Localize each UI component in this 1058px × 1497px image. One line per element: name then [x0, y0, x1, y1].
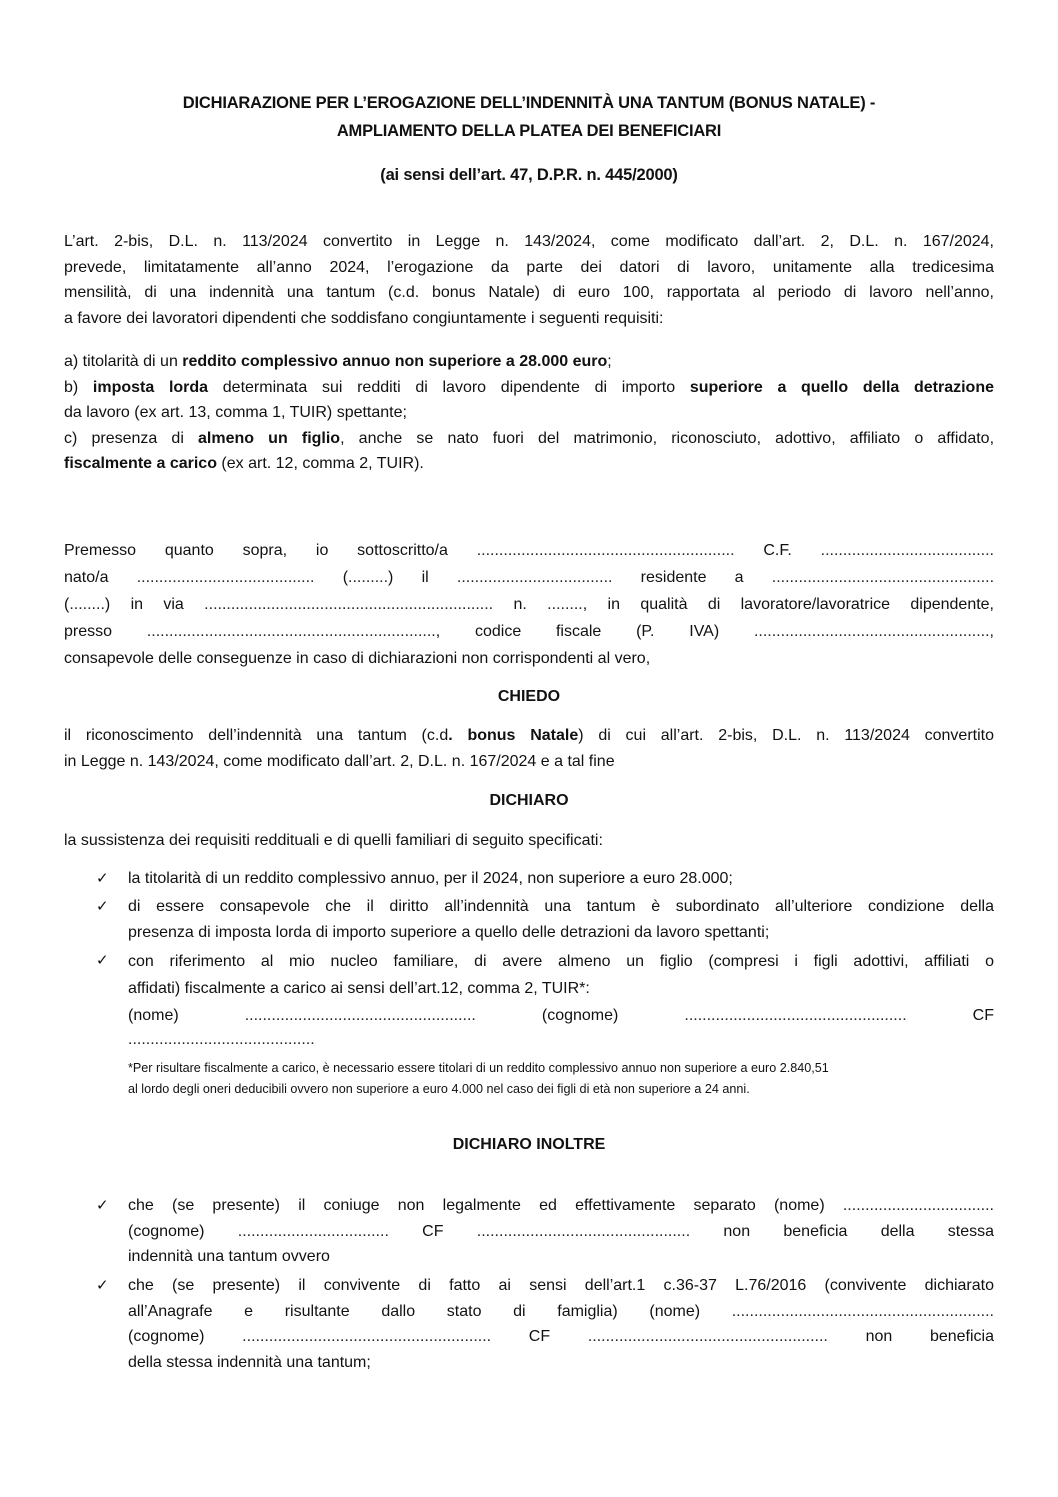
birthdate-field[interactable]: ...................................: [456, 569, 613, 586]
checkmark-icon: ✓: [96, 1277, 109, 1294]
spouse-text: che (se presente) il coniuge non legalmente ed effettivamente separato (nome): [128, 1197, 843, 1214]
cohabitant-cf-field[interactable]: ......................................................: [587, 1328, 828, 1345]
paren-open: (: [64, 596, 70, 613]
requirement-a-bold: reddito complessivo annuo non superiore a 28.000 euro: [182, 353, 608, 370]
requirement-c-bold-2: fiscalmente a carico: [64, 455, 217, 472]
paren-open: (: [314, 569, 349, 586]
request-paragraph: [64, 723, 994, 774]
declaration-item-text: [128, 894, 994, 945]
cohabitant-benefit-text: non beneficia: [827, 1328, 995, 1345]
document-title-line-2: AMPLIAMENTO DELLA PLATEA DEI BENEFICIARI: [336, 122, 722, 140]
residence-city-field[interactable]: ..................................................: [771, 569, 995, 586]
child-cf-field[interactable]: ..........................................: [128, 1031, 315, 1048]
birthplace-label: nato/a: [64, 569, 137, 586]
requirement-a-post: ;: [607, 353, 612, 370]
requirement-a: [64, 349, 994, 375]
intro-line: a favore dei lavoratori dipendenti che soddisfano congiuntamente i seguenti requisiti:: [64, 309, 664, 327]
declarant-label-cf: C.F.: [734, 542, 821, 559]
employer-tax-code-field[interactable]: .....................................................,: [753, 623, 994, 640]
requirements-list: [64, 349, 994, 477]
requirement-c-bold-1: almeno un figlio: [198, 429, 341, 447]
footnote: [128, 1058, 994, 1100]
child-name-label: (nome): [128, 1007, 179, 1024]
residence-label: residente a: [612, 569, 772, 586]
request-line-2: in Legge n. 143/2024, come modificato dall’art. 2, D.L. n. 167/2024 e a tal fine: [64, 752, 615, 770]
requirement-c-text: , anche se nato fuori del matrimonio, riconosciuto, adottivo, affiliato o affidato,: [340, 429, 995, 447]
birth-province-field[interactable]: .........: [348, 569, 389, 586]
further-declaration-item-text: [128, 1273, 994, 1375]
spouse-line-3: indennità una tantum ovvero: [128, 1248, 330, 1265]
requirement-c-line-2: [64, 451, 994, 477]
cohabitant-name-field[interactable]: ...........................................................: [731, 1302, 994, 1320]
checkmark-icon: ✓: [96, 1197, 109, 1214]
declarant-details: [64, 537, 994, 672]
requirement-b-prefix: b): [64, 378, 93, 396]
footnote-line: *Per risultare fiscalmente a carico, è necessario essere titolari di un reddito complessivo annuo non superiore a euro 2.840,51: [128, 1061, 829, 1075]
declarant-line-1: [64, 537, 994, 564]
requirement-b-bold-1: imposta lorda: [92, 378, 209, 396]
declarant-line-4: [64, 618, 994, 645]
request-bold: . bonus Natale: [448, 727, 579, 744]
requirement-b-line-2: da lavoro (ex art. 13, comma 1, TUIR) spettante;: [64, 404, 407, 421]
further-declaration-item-text: [128, 1193, 994, 1270]
intro-paragraph: [64, 229, 994, 331]
request-line-1: [64, 723, 994, 749]
declarant-label-name: Premesso quanto sopra, io sottoscritto/a: [64, 542, 477, 559]
requirement-b-text: determinata sui redditi di lavoro dipendente di importo: [208, 378, 690, 396]
spouse-surname-field[interactable]: ..................................: [237, 1222, 389, 1240]
birthplace-field[interactable]: ........................................: [136, 569, 315, 586]
employer-tax-code-label: , codice fiscale (P. IVA): [435, 623, 754, 640]
document-subtitle: (ai sensi dell’art. 47, D.P.R. n. 445/2000): [380, 166, 678, 184]
requirement-b: [64, 375, 994, 401]
request-text: il riconoscimento dell’indennità una tantum (c.d: [64, 727, 449, 744]
declarant-name-field[interactable]: ..........................................................: [476, 542, 735, 559]
residence-province-field[interactable]: ........: [69, 596, 105, 613]
child-surname-field[interactable]: ..................................................: [684, 1007, 907, 1024]
birthdate-label: ) il: [388, 569, 457, 586]
request-heading: CHIEDO: [497, 688, 561, 705]
cohabitant-line-2: [128, 1299, 994, 1325]
spouse-name-field[interactable]: ..................................: [842, 1197, 994, 1214]
intro-line: mensilità, di una indennità una tantum (c.d. bonus Natale) di euro 100, rapportata al periodo di lavoro nell’anno,: [64, 284, 994, 301]
cohabitant-surname-field[interactable]: ........................................................: [242, 1328, 492, 1345]
document-title-line-1: DICHIARAZIONE PER L’EROGAZIONE DELL’INDENNITÀ UNA TANTUM (BONUS NATALE) -: [182, 94, 876, 112]
declaration-item-line: con riferimento al mio nucleo familiare, di avere almeno un figlio (compresi i figli adottivi, affiliati o: [128, 953, 994, 970]
requirement-c-prefix: c) presenza di: [64, 429, 199, 447]
spouse-surname-label: (cognome): [128, 1222, 238, 1240]
requirement-c: [64, 426, 994, 452]
declarant-line-2: [64, 564, 994, 591]
footnote-line: al lordo degli oneri deducibili ovvero non superiore a euro 4.000 nel caso dei figli di età non superiore a 24 anni.: [128, 1082, 750, 1096]
child-surname-label: (cognome): [541, 1007, 619, 1024]
declaration-intro: [64, 828, 994, 854]
cohabitant-cf-label: CF: [491, 1328, 588, 1345]
declarant-cf-field[interactable]: .......................................: [820, 542, 994, 559]
checkmark-icon: ✓: [96, 952, 109, 969]
declaration-item-line: di essere consapevole che il diritto all’indennità una tantum è subordinato all’ulteriore condizione della: [128, 898, 994, 915]
requirement-b-bold-2: superiore a quello della detrazione: [689, 378, 995, 396]
spouse-line-1: [128, 1193, 994, 1219]
requirement-c-post: (ex art. 12, comma 2, TUIR).: [216, 455, 424, 472]
street-number-label: n.: [493, 596, 548, 613]
spouse-cf-label: CF: [388, 1222, 477, 1240]
child-name-field[interactable]: ....................................................: [244, 1007, 476, 1024]
declarant-line-3: [64, 591, 994, 618]
street-label: ) in via: [104, 596, 205, 613]
street-field[interactable]: .................................................................: [204, 596, 494, 613]
spouse-benefit-text: non beneficia della stessa: [690, 1222, 995, 1240]
cohabitant-text: all’Anagrafe e risultante dallo stato di famiglia) (nome): [128, 1302, 732, 1320]
declaration-intro-text: la sussistenza dei requisiti reddituali e di quelli familiari di seguito specificati:: [64, 832, 603, 849]
declaration-item-line: affidati) fiscalmente a carico ai sensi dell’art.12, comma 2, TUIR*:: [128, 980, 590, 997]
child-cf-label: CF: [972, 1007, 994, 1024]
employer-label: presso: [64, 623, 147, 640]
employee-qualification-text: , in qualità di lavoratore/lavoratrice dipendente,: [582, 596, 995, 613]
spouse-cf-field[interactable]: ................................................: [476, 1222, 691, 1240]
cohabitant-line-4: della stessa indennità una tantum;: [128, 1353, 371, 1371]
declaration-item-line: presenza di imposta lorda di importo superiore a quello delle detrazioni da lavoro spettanti;: [128, 923, 770, 941]
declaration-item-text: [128, 948, 994, 1051]
cohabitant-line-3: [128, 1324, 994, 1350]
street-number-field[interactable]: ........: [547, 596, 583, 613]
declaration-item-text: la titolarità di un reddito complessivo annuo, per il 2024, non superiore a euro 28.000;: [128, 870, 733, 887]
declarant-line-5: consapevole delle conseguenze in caso di dichiarazioni non corrispondenti al vero,: [64, 650, 651, 667]
checkmark-icon: ✓: [96, 898, 109, 915]
employer-field[interactable]: .................................................................: [146, 623, 436, 640]
declaration-heading: DICHIARO: [489, 792, 569, 809]
request-text-end: ) di cui all’art. 2-bis, D.L. n. 113/2024 convertito: [578, 727, 995, 744]
child-fields-line: [128, 1002, 994, 1029]
cohabitant-line-1: che (se presente) il convivente di fatto ai sensi dell’art.1 c.36-37 L.76/2016 (convivente dichiarato: [128, 1277, 994, 1294]
spouse-line-2: [128, 1219, 994, 1245]
intro-line: L’art. 2-bis, D.L. n. 113/2024 convertito in Legge n. 143/2024, come modificato dall’art. 2, D.L. n. 167/2024,: [64, 233, 994, 250]
further-declaration-heading: DICHIARO INOLTRE: [452, 1136, 606, 1153]
requirement-a-text: a) titolarità di un: [64, 353, 183, 370]
intro-line: prevede, limitatamente all’anno 2024, l’erogazione da parte dei datori di lavoro, unitamente alla tredicesima: [64, 258, 994, 276]
cohabitant-surname-label: (cognome): [128, 1328, 243, 1345]
checkmark-icon: ✓: [96, 870, 109, 887]
